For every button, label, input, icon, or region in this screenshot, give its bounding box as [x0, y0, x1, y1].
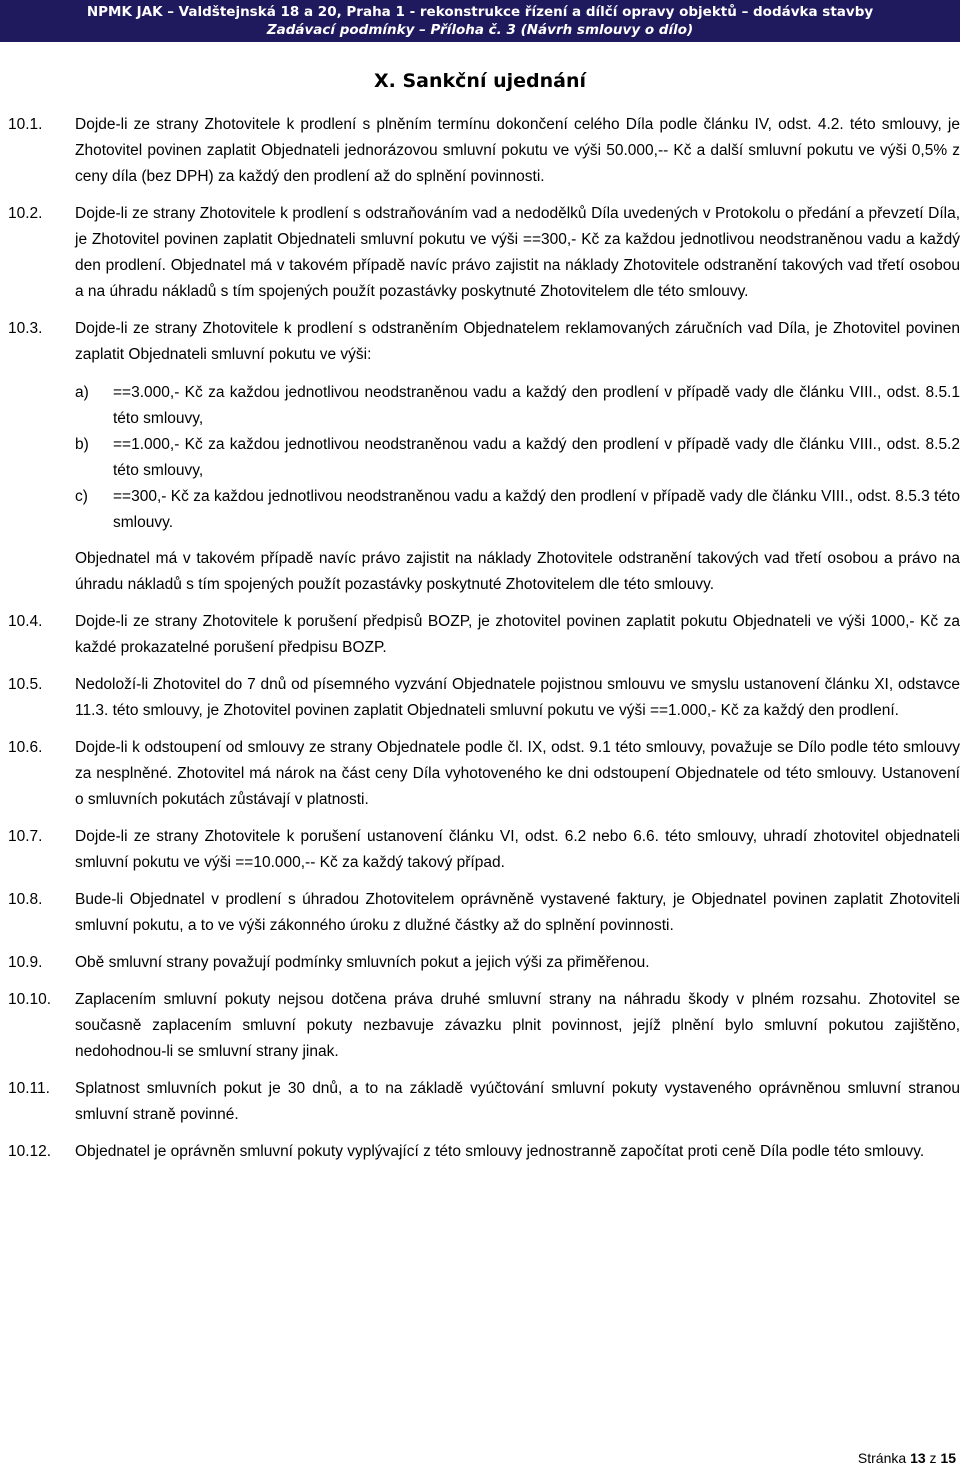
section-title: X. Sankční ujednání — [374, 70, 586, 92]
clause-10-9 — [8, 950, 960, 976]
clause-number: 10.3. — [8, 320, 43, 337]
clause-10-7 — [8, 824, 960, 876]
page-total: 15 — [940, 1450, 956, 1466]
list-item-label: c) — [75, 488, 88, 505]
clause-text: Dojde-li k odstoupení od smlouvy ze strany Objednatele podle čl. IX, odst. 9.1 této smlouvy, považuje se Dílo podle této smlouvy za nesplněné. Zhotovitel má nárok na část ceny Díla vyhotoveného ke dni odstoupení Objednatele od této smlouvy. Ustanovení o smluvních pokutách zůstávají v platnosti. — [75, 739, 960, 808]
list-item-text: ==1.000,- Kč za každou jednotlivou neodstraněnou vadu a každý den prodlení v případě vady dle článku VIII., odst. 8.5.2 této smlouvy, — [113, 436, 960, 479]
header-line-2: Zadávací podmínky – Příloha č. 3 (Návrh smlouvy o dílo) — [266, 22, 694, 38]
clause-number: 10.8. — [8, 891, 43, 908]
list-item — [75, 432, 960, 484]
clause-10-12 — [8, 1139, 960, 1165]
clause-number: 10.6. — [8, 739, 43, 756]
clause-10-4 — [8, 609, 960, 661]
clause-number: 10.10. — [8, 991, 52, 1008]
clause-text: Nedoloží-li Zhotovitel do 7 dnů od písemného vyzvání Objednatele pojistnou smlouvu ve smyslu ustanovení článku XI, odstavce 11.3. této smlouvy, je Zhotovitel povinen zaplatit Objednateli smluvní pokutu ve výši ==1.000,- Kč za každý den prodlení. — [75, 676, 960, 719]
page-current: 13 — [910, 1450, 926, 1466]
list-item — [75, 380, 960, 432]
document-body — [8, 112, 960, 1176]
clause-number: 10.11. — [8, 1080, 50, 1097]
list-item-text: ==3.000,- Kč za každou jednotlivou neodstraněnou vadu a každý den prodlení v případě vady dle článku VIII., odst. 8.5.1 této smlouvy, — [113, 384, 960, 427]
clause-10-8 — [8, 887, 960, 939]
clause-text: Dojde-li ze strany Zhotovitele k prodlení s odstraňováním vad a nedodělků Díla uvedených v Protokolu o předání a převzetí Díla, je Zhotovitel povinen zaplatit Objednateli smluvní pokutu ve výši ==300,- Kč za každou jednotlivou neodstraněnou vadu a každý den prodlení. Objednatel má v takovém případě navíc právo zajistit na náklady Zhotovitele odstranění takových vad třetí osobou a na úhradu nákladů s tím spojených použít pozastávky poskytnuté Zhotovitelem dle této smlouvy. — [75, 205, 960, 300]
page-word: Stránka — [857, 1450, 907, 1466]
header-line-1: NPMK JAK – Valdštejnská 18 a 20, Praha 1 - rekonstrukce řízení a dílčí opravy objektů – dodávka stavby — [86, 4, 874, 20]
clause-after-text: Objednatel má v takovém případě navíc právo zajistit na náklady Zhotovitele odstranění takových vad třetí osobou a právo na úhradu nákladů s tím spojených použít pozastávky poskytnuté Zhotovitelem dle této smlouvy. — [75, 550, 960, 593]
list-item-text: ==300,- Kč za každou jednotlivou neodstraněnou vadu a každý den prodlení v případě vady dle článku VIII., odst. 8.5.3 této smlouvy. — [113, 488, 960, 531]
clause-text: Bude-li Objednatel v prodlení s úhradou Zhotovitelem oprávněně vystavené faktury, je Objednatel povinen zaplatit Zhotoviteli smluvní pokutu, a to ve výši zákonného úroku z dlužné částky až do splnění povinnosti. — [75, 891, 960, 934]
penalty-list — [75, 380, 960, 536]
document-header — [0, 0, 960, 42]
clause-10-10 — [8, 987, 960, 1065]
clause-10-5 — [8, 672, 960, 724]
clause-10-11 — [8, 1076, 960, 1128]
clause-number: 10.9. — [8, 954, 43, 971]
clause-10-2 — [8, 201, 960, 305]
clause-text: Splatnost smluvních pokut je 30 dnů, a to na základě vyúčtování smluvní pokuty vystaveného oprávněnou smluvní stranou smluvní straně povinné. — [75, 1080, 960, 1123]
clause-10-6 — [8, 735, 960, 813]
page-of: z — [929, 1450, 937, 1466]
list-item-label: b) — [75, 436, 89, 453]
clause-text: Objednatel je oprávněn smluvní pokuty vyplývající z této smlouvy jednostranně započítat proti ceně Díla podle této smlouvy. — [75, 1143, 925, 1160]
clause-number: 10.4. — [8, 613, 43, 630]
clause-text: Zaplacením smluvní pokuty nejsou dotčena práva druhé smluvní strany na náhradu škody v plném rozsahu. Zhotovitel se současně zaplacením smluvní pokuty nezbavuje závazku plnit povinnost, jejíž plnění bylo smluvní pokutou zajištěno, nedohodnou-li se smluvní strany jinak. — [75, 991, 960, 1060]
clause-text: Dojde-li ze strany Zhotovitele k prodlení s odstraněním Objednatelem reklamovaných záručních vad Díla, je Zhotovitel povinen zaplatit Objednateli smluvní pokutu ve výši: — [75, 320, 960, 363]
clause-text: Dojde-li ze strany Zhotovitele k prodlení s plněním termínu dokončení celého Díla podle článku IV, odst. 4.2. této smlouvy, je Zhotovitel povinen zaplatit Objednateli jednorázovou smluvní pokutu ve výši 50.000,-- Kč a další smluvní pokutu ve výši 0,5% z ceny díla (bez DPH) za každý den prodlení až do splnění povinnosti. — [75, 116, 960, 185]
clause-10-1 — [8, 112, 960, 190]
clause-number: 10.1. — [8, 116, 43, 133]
clause-body — [75, 316, 960, 598]
page-number — [858, 1450, 956, 1466]
clause-text: Dojde-li ze strany Zhotovitele k porušení ustanovení článku VI, odst. 6.2 nebo 6.6. této smlouvy, uhradí zhotovitel objednateli smluvní pokutu ve výši ==10.000,-- Kč za každý takový případ. — [75, 828, 960, 871]
list-item-label: a) — [75, 384, 89, 401]
list-item — [75, 484, 960, 536]
clause-10-3 — [8, 316, 960, 598]
clause-number: 10.7. — [8, 828, 43, 845]
clause-text: Dojde-li ze strany Zhotovitele k porušení předpisů BOZP, je zhotovitel povinen zaplatit pokutu Objednateli ve výši 1000,- Kč za každé prokazatelné porušení předpisu BOZP. — [75, 613, 960, 656]
clause-number: 10.12. — [8, 1143, 52, 1160]
clause-number: 10.5. — [8, 676, 43, 693]
clause-text: Obě smluvní strany považují podmínky smluvních pokut a jejich výši za přiměřenou. — [75, 954, 650, 971]
clause-number: 10.2. — [8, 205, 43, 222]
